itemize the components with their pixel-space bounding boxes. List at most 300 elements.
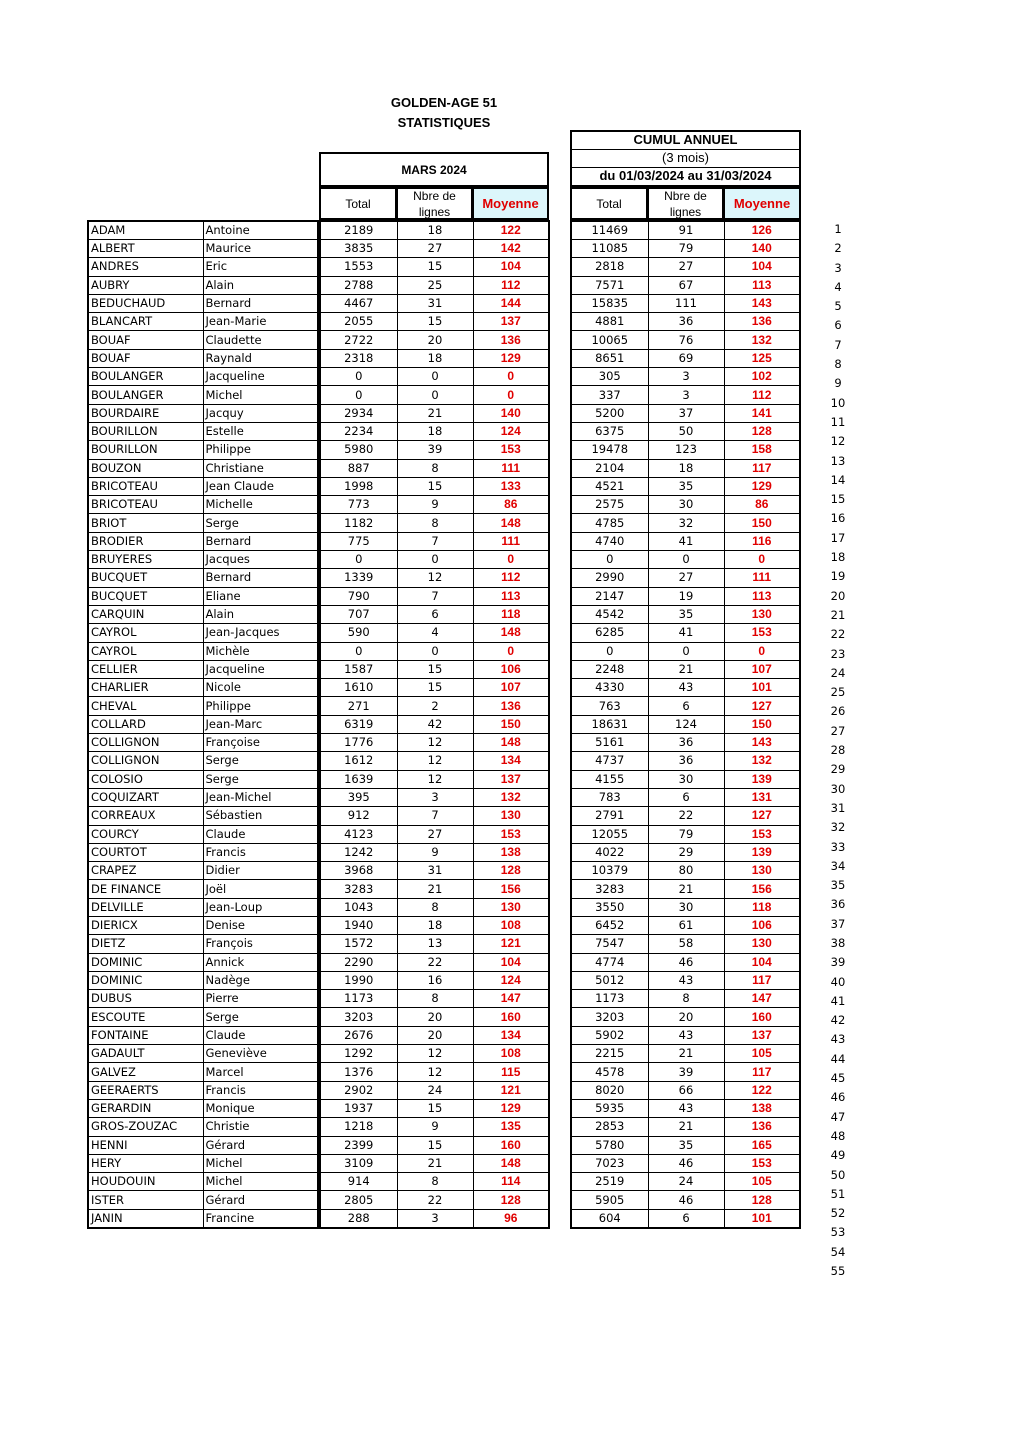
cumul-average: 132 (724, 752, 800, 770)
cumul-total: 3283 (571, 880, 648, 898)
march-lines: 8 (397, 1173, 473, 1191)
table-row (571, 679, 800, 697)
cumul-lines: 61 (648, 916, 724, 934)
table-row (571, 1136, 800, 1154)
rank-number: 16 (830, 511, 846, 526)
cumul-total: 12055 (571, 825, 648, 843)
cumul-average: 117 (724, 1063, 800, 1081)
cumul-total: 5905 (571, 1191, 648, 1209)
march-lines: 9 (397, 1118, 473, 1136)
march-lines: 39 (397, 441, 473, 459)
march-total: 288 (320, 1209, 397, 1228)
table-row (320, 496, 549, 514)
march-average: 0 (473, 642, 549, 660)
table-row (320, 221, 549, 240)
cumul-lines: 43 (648, 679, 724, 697)
table-row (88, 679, 318, 697)
cumul-average: 147 (724, 990, 800, 1008)
cumul-lines: 39 (648, 1063, 724, 1081)
march-average: 121 (473, 1081, 549, 1099)
last-name: BRICOTEAU (88, 477, 203, 495)
table-row (571, 916, 800, 934)
first-name: Michel (203, 1154, 318, 1172)
cumul-total: 5200 (571, 404, 648, 422)
table-row (571, 770, 800, 788)
cumul-lines: 6 (648, 788, 724, 806)
cumul-average: 153 (724, 825, 800, 843)
cumul-average: 130 (724, 605, 800, 623)
march-lines: 15 (397, 313, 473, 331)
march-total: 1940 (320, 916, 397, 934)
first-name: Jean-Marc (203, 715, 318, 733)
last-name: ADAM (88, 221, 203, 240)
last-name: COURTOT (88, 843, 203, 861)
table-row (88, 532, 318, 550)
cumul-lines: 41 (648, 532, 724, 550)
cumul-lines: 21 (648, 660, 724, 678)
march-lines: 7 (397, 807, 473, 825)
names-table (87, 220, 319, 1229)
table-row (88, 551, 318, 569)
first-name: Bernard (203, 532, 318, 550)
march-lines: 0 (397, 386, 473, 404)
cumul-average: 105 (724, 1173, 800, 1191)
last-name: DOMINIC (88, 953, 203, 971)
cumul-total: 3550 (571, 898, 648, 916)
table-row (320, 276, 549, 294)
first-name: Estelle (203, 422, 318, 440)
march-average: 153 (473, 825, 549, 843)
cumul-lines: 32 (648, 514, 724, 532)
rank-number: 46 (830, 1090, 846, 1105)
march-total: 2722 (320, 331, 397, 349)
table-row (571, 276, 800, 294)
cumul-average: 137 (724, 1026, 800, 1044)
last-name: FONTAINE (88, 1026, 203, 1044)
cumul-total: 604 (571, 1209, 648, 1228)
document-title: GOLDEN-AGE 51 (390, 95, 498, 110)
march-lines: 21 (397, 880, 473, 898)
rank-number: 30 (830, 781, 846, 796)
table-row (88, 349, 318, 367)
table-row (88, 258, 318, 276)
cumul-lines: 20 (648, 1008, 724, 1026)
march-total: 887 (320, 459, 397, 477)
march-average: 106 (473, 660, 549, 678)
cumul-lines: 37 (648, 404, 724, 422)
table-row (571, 1099, 800, 1117)
cumul-average: 139 (724, 770, 800, 788)
cumul-total: 5161 (571, 734, 648, 752)
march-lines: 9 (397, 496, 473, 514)
rank-number: 42 (830, 1013, 846, 1028)
cumul-average: 158 (724, 441, 800, 459)
march-total: 1376 (320, 1063, 397, 1081)
rank-number: 51 (830, 1186, 846, 1201)
march-total: 2055 (320, 313, 397, 331)
table-row (88, 715, 318, 733)
cumul-total: 6285 (571, 624, 648, 642)
march-total: 1182 (320, 514, 397, 532)
march-average: 136 (473, 697, 549, 715)
march-lines: 16 (397, 971, 473, 989)
rank-number: 52 (830, 1206, 846, 1221)
cumul-average: 106 (724, 916, 800, 934)
cumul-lines: 27 (648, 569, 724, 587)
table-row (320, 1191, 549, 1209)
rank-number: 50 (830, 1167, 846, 1182)
cumul-average: 0 (724, 551, 800, 569)
table-row (320, 953, 549, 971)
table-row (320, 752, 549, 770)
march-lines: 31 (397, 294, 473, 312)
march-lines: 12 (397, 734, 473, 752)
march-total: 4123 (320, 825, 397, 843)
first-name: Pierre (203, 990, 318, 1008)
march-average: 111 (473, 532, 549, 550)
march-average: 138 (473, 843, 549, 861)
table-row (571, 1026, 800, 1044)
cumul-total: 10379 (571, 862, 648, 880)
march-lines: 8 (397, 514, 473, 532)
first-name: Eliane (203, 587, 318, 605)
rank-number: 19 (830, 569, 846, 584)
march-lines: 31 (397, 862, 473, 880)
march-total: 3109 (320, 1154, 397, 1172)
march-average: 104 (473, 953, 549, 971)
first-name: Alain (203, 276, 318, 294)
march-average: 104 (473, 258, 549, 276)
cumul-average: 136 (724, 313, 800, 331)
rank-number: 18 (830, 550, 846, 565)
table-row (320, 807, 549, 825)
cumul-average: 130 (724, 935, 800, 953)
table-row (571, 349, 800, 367)
table-row (571, 825, 800, 843)
table-row (571, 1008, 800, 1026)
cumul-total: 6375 (571, 422, 648, 440)
cumul-total: 11085 (571, 240, 648, 258)
first-name: Jean Claude (203, 477, 318, 495)
cumul-total: 5012 (571, 971, 648, 989)
march-lines: 12 (397, 1045, 473, 1063)
table-row (320, 1118, 549, 1136)
table-row (320, 441, 549, 459)
march-lines: 0 (397, 368, 473, 386)
march-total: 2934 (320, 404, 397, 422)
march-total: 5980 (320, 441, 397, 459)
table-row (571, 642, 800, 660)
cumul-total: 0 (571, 551, 648, 569)
cumul-total: 7571 (571, 276, 648, 294)
march-total: 3835 (320, 240, 397, 258)
cumul-average: 153 (724, 1154, 800, 1172)
table-row (320, 825, 549, 843)
cumul-lines: 22 (648, 807, 724, 825)
march-lines: 22 (397, 953, 473, 971)
last-name: GEERAERTS (88, 1081, 203, 1099)
rank-number: 23 (830, 646, 846, 661)
march-lines: 20 (397, 1026, 473, 1044)
rank-number: 44 (830, 1051, 846, 1066)
table-row (88, 642, 318, 660)
cumul-average: 0 (724, 642, 800, 660)
march-total: 2805 (320, 1191, 397, 1209)
last-name: ANDRES (88, 258, 203, 276)
table-row (88, 843, 318, 861)
march-average: 124 (473, 422, 549, 440)
march-total: 2399 (320, 1136, 397, 1154)
first-name: Serge (203, 770, 318, 788)
march-total: 1610 (320, 679, 397, 697)
cumul-lines: 69 (648, 349, 724, 367)
march-lines: 0 (397, 551, 473, 569)
cumul-average: 143 (724, 294, 800, 312)
cumul-total: 4330 (571, 679, 648, 697)
march-total: 1587 (320, 660, 397, 678)
table-row (88, 971, 318, 989)
first-name: Michel (203, 386, 318, 404)
table-row (320, 477, 549, 495)
first-name: Antoine (203, 221, 318, 240)
first-name: Didier (203, 862, 318, 880)
table-row (320, 1045, 549, 1063)
march-average: 156 (473, 880, 549, 898)
table-row (320, 313, 549, 331)
table-row (88, 898, 318, 916)
last-name: ISTER (88, 1191, 203, 1209)
first-name: Sébastien (203, 807, 318, 825)
march-lines: 21 (397, 404, 473, 422)
table-row (88, 788, 318, 806)
cumul-average: 150 (724, 514, 800, 532)
rank-number: 49 (830, 1148, 846, 1163)
cumul-lines: 30 (648, 898, 724, 916)
march-average: 133 (473, 477, 549, 495)
table-row (88, 221, 318, 240)
rank-number: 7 (834, 337, 842, 352)
cumul-lines: 50 (648, 422, 724, 440)
cumul-average: 102 (724, 368, 800, 386)
first-name: Michel (203, 1173, 318, 1191)
rank-number: 20 (830, 588, 846, 603)
first-name: Michelle (203, 496, 318, 514)
march-lines: 8 (397, 898, 473, 916)
cumul-average: 104 (724, 258, 800, 276)
cumul-average: 116 (724, 532, 800, 550)
march-average: 121 (473, 935, 549, 953)
cumul-lines: 46 (648, 1191, 724, 1209)
last-name: BOULANGER (88, 368, 203, 386)
cumul-lines: 8 (648, 990, 724, 1008)
table-row (88, 1209, 318, 1228)
cumul-average: 86 (724, 496, 800, 514)
cumul-average-header: Moyenne (723, 187, 801, 220)
first-name: Jean-Michel (203, 788, 318, 806)
table-row (571, 953, 800, 971)
table-row (571, 1045, 800, 1063)
rank-number: 40 (830, 974, 846, 989)
last-name: COQUIZART (88, 788, 203, 806)
march-lines: 15 (397, 660, 473, 678)
table-row (320, 551, 549, 569)
last-name: COLOSIO (88, 770, 203, 788)
last-name: BUCQUET (88, 587, 203, 605)
march-average: 107 (473, 679, 549, 697)
table-row (320, 935, 549, 953)
table-row (88, 276, 318, 294)
table-row (88, 386, 318, 404)
table-row (88, 1191, 318, 1209)
last-name: CHARLIER (88, 679, 203, 697)
march-lines: 8 (397, 459, 473, 477)
march-average: 142 (473, 240, 549, 258)
first-name: Jean-Loup (203, 898, 318, 916)
cumul-lines: 21 (648, 1045, 724, 1063)
first-name: Gérard (203, 1136, 318, 1154)
table-row (571, 551, 800, 569)
cumul-average: 117 (724, 459, 800, 477)
table-row (571, 331, 800, 349)
first-name: Maurice (203, 240, 318, 258)
last-name: BEDUCHAUD (88, 294, 203, 312)
cumul-total: 8020 (571, 1081, 648, 1099)
cumul-lines: 91 (648, 221, 724, 240)
march-lines: 4 (397, 624, 473, 642)
march-average: 124 (473, 971, 549, 989)
table-row (571, 221, 800, 240)
last-name: BRICOTEAU (88, 496, 203, 514)
cumul-lines: 3 (648, 386, 724, 404)
march-average: 108 (473, 1045, 549, 1063)
rank-number: 31 (830, 800, 846, 815)
cumul-total: 11469 (571, 221, 648, 240)
table-row (571, 422, 800, 440)
rank-number: 4 (834, 279, 842, 294)
document-subtitle: STATISTIQUES (397, 115, 491, 130)
cumul-total: 15835 (571, 294, 648, 312)
rank-number: 27 (830, 723, 846, 738)
table-row (320, 1136, 549, 1154)
first-name: Jacques (203, 551, 318, 569)
cumul-average: 101 (724, 1209, 800, 1228)
rank-number: 32 (830, 820, 846, 835)
last-name: ALBERT (88, 240, 203, 258)
march-lines: 42 (397, 715, 473, 733)
table-row (88, 1154, 318, 1172)
table-row (320, 916, 549, 934)
table-row (88, 935, 318, 953)
march-total: 1043 (320, 898, 397, 916)
cumul-total: 4155 (571, 770, 648, 788)
march-lines: 12 (397, 1063, 473, 1081)
last-name: DIETZ (88, 935, 203, 953)
table-row (571, 1191, 800, 1209)
rank-number: 37 (830, 916, 846, 931)
march-lines: 24 (397, 1081, 473, 1099)
cumul-lines: 76 (648, 331, 724, 349)
month-label: MARS 2024 (401, 162, 467, 177)
last-name: CAYROL (88, 624, 203, 642)
march-total: 1292 (320, 1045, 397, 1063)
march-total: 1553 (320, 258, 397, 276)
march-average: 118 (473, 605, 549, 623)
table-row (571, 569, 800, 587)
table-row (320, 660, 549, 678)
march-lines: 12 (397, 569, 473, 587)
march-lines: 15 (397, 679, 473, 697)
table-row (571, 1118, 800, 1136)
table-row (88, 825, 318, 843)
cumul-average: 127 (724, 807, 800, 825)
march-total: 1572 (320, 935, 397, 953)
table-row (571, 368, 800, 386)
table-row (88, 990, 318, 1008)
first-name: Christiane (203, 459, 318, 477)
last-name: CRAPEZ (88, 862, 203, 880)
march-lines: 21 (397, 1154, 473, 1172)
cumul-total: 337 (571, 386, 648, 404)
table-row (320, 459, 549, 477)
last-name: BRUYERES (88, 551, 203, 569)
table-row (571, 1063, 800, 1081)
first-name: Bernard (203, 294, 318, 312)
march-total: 2234 (320, 422, 397, 440)
cumul-lines: 30 (648, 770, 724, 788)
rank-number: 33 (830, 839, 846, 854)
march-average: 136 (473, 331, 549, 349)
cumul-total: 4785 (571, 514, 648, 532)
march-total: 3203 (320, 1008, 397, 1026)
rank-number: 11 (830, 414, 846, 429)
cumul-lines: 35 (648, 477, 724, 495)
first-name: Monique (203, 1099, 318, 1117)
table-row (571, 532, 800, 550)
cumul-total: 2215 (571, 1045, 648, 1063)
month-header (319, 152, 549, 187)
cumul-average: 143 (724, 734, 800, 752)
table-row (320, 404, 549, 422)
last-name: BLANCART (88, 313, 203, 331)
first-name: Claude (203, 825, 318, 843)
last-name: DUBUS (88, 990, 203, 1008)
cumul-lines: 36 (648, 313, 724, 331)
cumul-average: 141 (724, 404, 800, 422)
table-row (320, 679, 549, 697)
march-total: 773 (320, 496, 397, 514)
march-total: 271 (320, 697, 397, 715)
table-row (88, 770, 318, 788)
cumul-total: 2818 (571, 258, 648, 276)
first-name: Serge (203, 752, 318, 770)
march-total: 0 (320, 551, 397, 569)
cumul-average: 101 (724, 679, 800, 697)
table-row (571, 477, 800, 495)
march-lines-header: Nbre de lignes (396, 187, 473, 220)
table-row (320, 587, 549, 605)
last-name: BRIOT (88, 514, 203, 532)
table-row (88, 587, 318, 605)
cumul-lines: 0 (648, 551, 724, 569)
table-row (320, 990, 549, 1008)
cumul-lines: 19 (648, 587, 724, 605)
first-name: Michèle (203, 642, 318, 660)
cumul-total: 7547 (571, 935, 648, 953)
cumul-lines: 46 (648, 953, 724, 971)
cumul-total: 2575 (571, 496, 648, 514)
table-row (320, 569, 549, 587)
rank-number: 12 (830, 434, 846, 449)
